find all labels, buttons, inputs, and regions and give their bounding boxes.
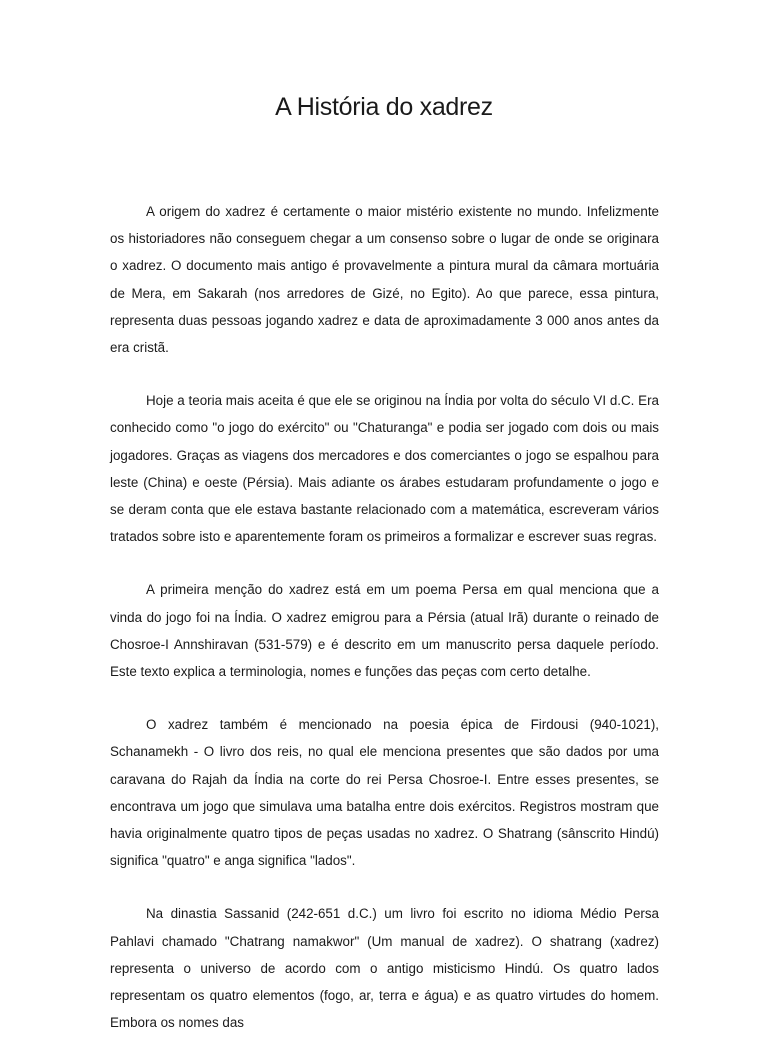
paragraph-2: Hoje a teoria mais aceita é que ele se originou na Índia por volta do século VI d.C. Era conhecido como "o jogo do exército" ou "Chaturanga" e podia ser jogado com dois ou mais jogadores. Graças as viagens dos mercadores e dos comerciantes o jogo se espalhou para leste (China) e oeste (Pérsia). Mais adiante os árabes estudaram profundamente o jogo e se deram conta que ele estava bastante relacionado com a matemática, escreveram vários tratados sobre isto e aparentemente foram os primeiros a formalizar e escrever suas regras. xyxy=(110,393,659,545)
paragraph-3: A primeira menção do xadrez está em um poema Persa em qual menciona que a vinda do jogo foi na Índia. O xadrez emigrou para a Pérsia (atual Irã) durante o reinado de Chosroe-I Annshiravan (531-579) e é descrito em um manuscrito persa daquele período. Este texto explica a terminologia, nomes e funções das peças com certo detalhe. xyxy=(110,582,659,680)
document-body xyxy=(110,198,659,1062)
paragraph-1: A origem do xadrez é certamente o maior mistério existente no mundo. Infelizmente os historiadores não conseguem chegar a um consenso sobre o lugar de onde se originara o xadrez. O documento mais antigo é provavelmente a pintura mural da câmara mortuária de Mera, em Sakarah (nos arredores de Gizé, no Egito). Ao que parece, essa pintura, representa duas pessoas jogando xadrez e data de aproximadamente 3 000 anos antes da era cristã. xyxy=(110,204,659,356)
paragraph-4: O xadrez também é mencionado na poesia épica de Firdousi (940-1021), Schanamekh - O livro dos reis, no qual ele menciona presentes que são dados por uma caravana do Rajah da Índia na corte do rei Persa Chosroe-I. Entre esses presentes, se encontrava um jogo que simulava uma batalha entre dois exércitos. Registros mostram que havia originalmente quatro tipos de peças usadas no xadrez. O Shatrang (sânscrito Hindú) significa "quatro" e anga significa "lados". xyxy=(110,717,659,869)
paragraph-5: Na dinastia Sassanid (242-651 d.C.) um livro foi escrito no idioma Médio Persa Pahlavi chamado "Chatrang namakwor" (Um manual de xadrez). O shatrang (xadrez) representa o universo de acordo com o antigo misticismo Hindú. Os quatro lados representam os quatro elementos (fogo, ar, terra e água) e as quatro virtudes do homem. Embora os nomes das xyxy=(110,906,659,1031)
page-title: A História do xadrez xyxy=(275,93,493,121)
